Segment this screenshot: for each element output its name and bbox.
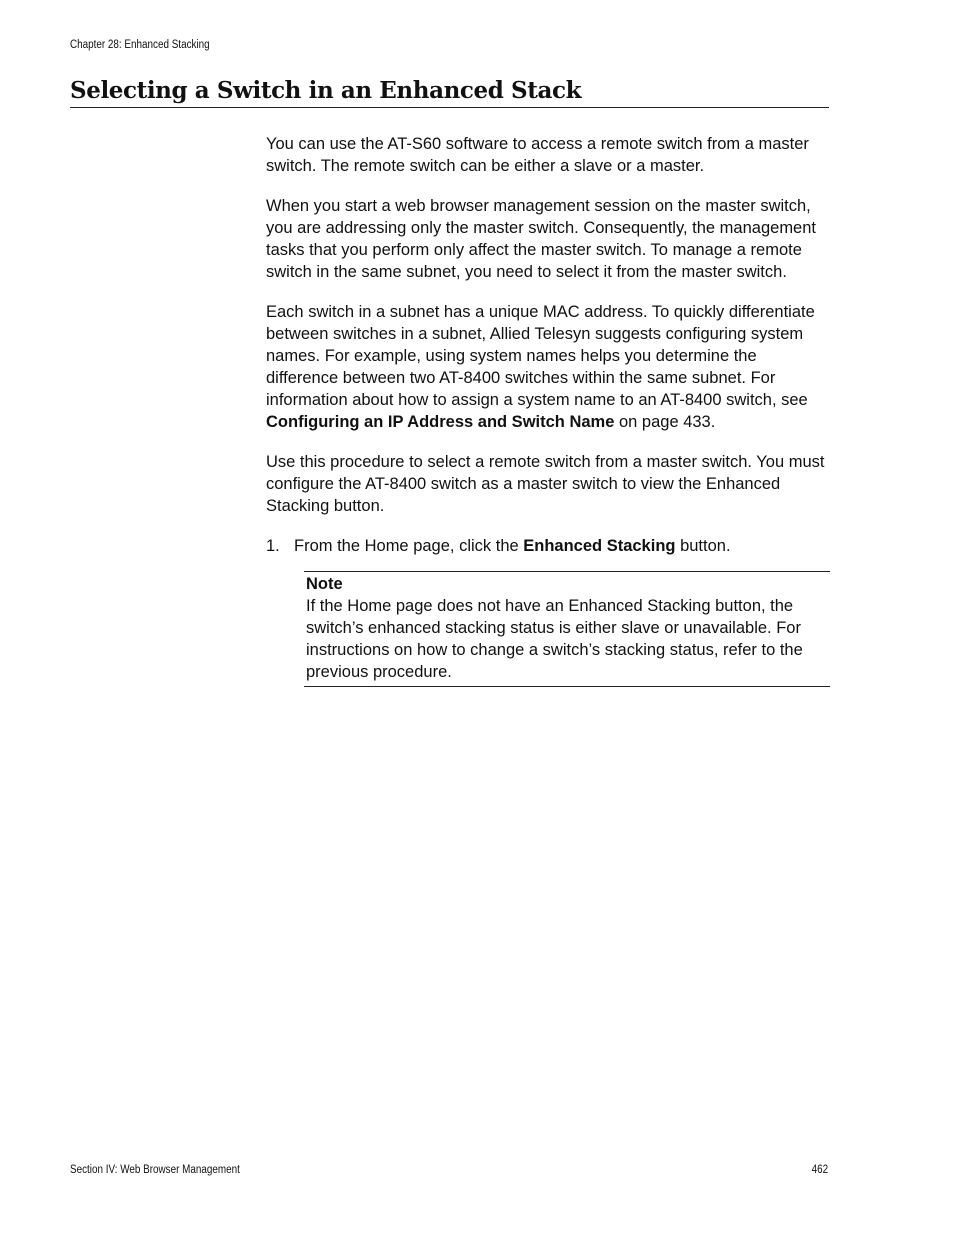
note-text: If the Home page does not have an Enhanced Stacking button, the switch’s enhanced stacking status is either slave or unavailable. For instructions on how to change a switch’s stacking status, refer to the previous procedure. — [306, 597, 803, 681]
step-button-name: Enhanced Stacking — [523, 537, 676, 555]
note-box — [304, 571, 830, 687]
step-text — [294, 535, 731, 557]
section-title: Selecting a Switch in an Enhanced Stack — [70, 77, 829, 108]
step-number: 1. — [266, 537, 280, 555]
step-text-lead: From the Home page, click the — [294, 537, 524, 555]
procedure-step-1 — [266, 535, 831, 557]
paragraph-session: When you start a web browser management session on the master switch, you are addressing only the master switch. Consequently, the management tasks that you perform only affect the master switch. To manage a remote switch in the same subnet, you need to select it from the master switch. — [266, 197, 816, 281]
paragraph-procedure: Use this procedure to select a remote switch from a master switch. You must configure the AT-8400 switch as a master switch to view the Enhanced Stacking button. — [266, 453, 825, 515]
running-head: Chapter 28: Enhanced Stacking — [70, 39, 210, 51]
step-text-tail: button. — [675, 537, 731, 555]
paragraph-intro: You can use the AT-S60 software to access a remote switch from a master switch. The remote switch can be either a slave or a master. — [266, 135, 809, 175]
paragraph-system-names — [266, 301, 831, 433]
note-title: Note — [306, 575, 343, 593]
footer-section-label: Section IV: Web Browser Management — [70, 1164, 240, 1176]
paragraph-system-names-text: Each switch in a subnet has a unique MAC address. To quickly differentiate between switches in a subnet, Allied Telesyn suggests configuring system names. For example, using system names helps you determine the difference between two AT-8400 switches within the same subnet. For information about how to assign a system name to an AT-8400 switch, see — [266, 303, 815, 409]
paragraph-system-names-tail: on page 433. — [614, 413, 716, 431]
footer-page-number: 462 — [811, 1164, 828, 1176]
cross-reference-link[interactable]: Configuring an IP Address and Switch Name — [266, 413, 615, 431]
body-content — [266, 133, 831, 687]
